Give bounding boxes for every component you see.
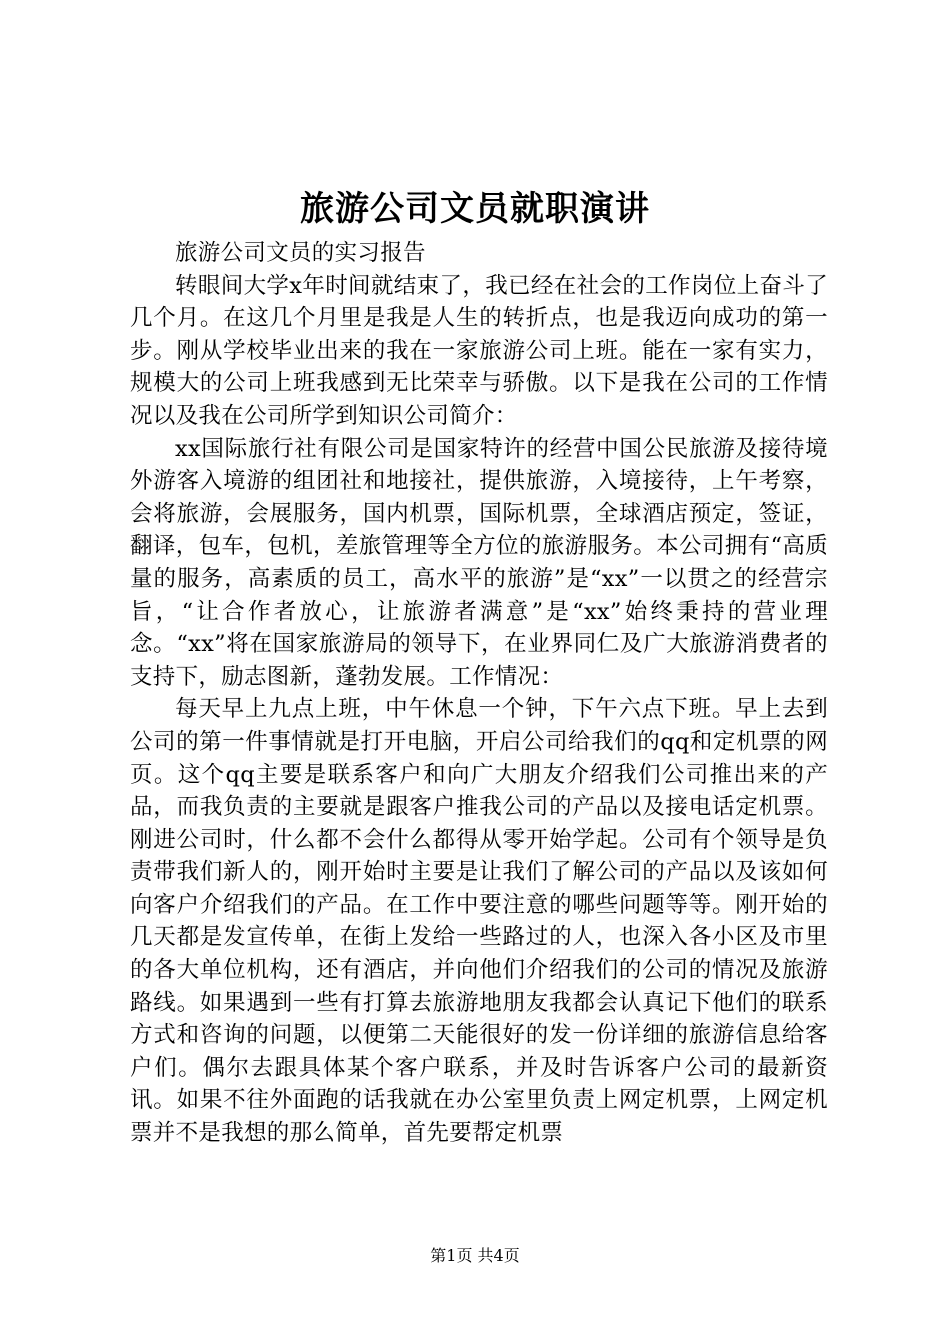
paragraph-work-details: 每天早上九点上班，中午休息一个钟，下午六点下班。早上去到公司的第一件事情就是打开电脑，开启公司给我们的qq和定机票的网页。这个qq主要是联系客户和向广大朋友介绍我们公司推出来的产品，而我负责的主要就是跟客户推我公司的产品以及接电话定机票。刚进公司时，什么都不会什么都得从零开始学起。公司有个领导是负责带我们新人的，刚开始时主要是让我们了解公司的产品以及该如何向客户介绍我们的产品。在工作中要注意的哪些问题等等。刚开始的几天都是发宣传单，在街上发给一些路过的人，也深入各小区及市里的各大单位机构，还有酒店，并向他们介绍我们的公司的情况及旅游路线。如果遇到一些有打算去旅游地朋友我都会认真记下他们的联系方式和咨询的问题，以便第二天能很好的发一份详细的旅游信息给客户们。偶尔去跟具体某个客户联系，并及时告诉客户公司的最新资讯。如果不往外面跑的话我就在办公室里负责上网定机票，上网定机票并不是我想的那么简单，首先要帮定机票 [130,696,828,1147]
page-number-footer: 第1页 共4页 [430,1246,520,1265]
paragraph-subtitle: 旅游公司文员的实习报告 [175,240,426,266]
document-body [130,237,828,1150]
paragraph-intro: 转眼间大学x年时间就结束了，我已经在社会的工作岗位上奋斗了几个月。在这几个月里是我是人生的转折点，也是我迈向成功的第一步。刚从学校毕业出来的我在一家旅游公司上班。能在一家有实力，规模大的公司上班我感到无比荣幸与骄傲。以下是我在公司的工作情况以及我在公司所学到知识公司简介： [130,272,828,429]
paragraph-company-profile: xx国际旅行社有限公司是国家特许的经营中国公民旅游及接待境外游客入境游的组团社和地接社，提供旅游，入境接待，上午考察，会将旅游，会展服务，国内机票，国际机票，全球酒店预定，签证，翻译，包车，包机，差旅管理等全方位的旅游服务。本公司拥有“高质量的服务，高素质的员工，高水平的旅游”是“xx”一以贯之的经营宗旨，“让合作者放心，让旅游者满意”是“xx”始终秉持的营业理念。“xx”将在国家旅游局的领导下，在业界同仁及广大旅游消费者的支持下，励志图新，蓬勃发展。工作情况： [130,435,828,690]
document-title: 旅游公司文员就职演讲 [300,189,650,229]
